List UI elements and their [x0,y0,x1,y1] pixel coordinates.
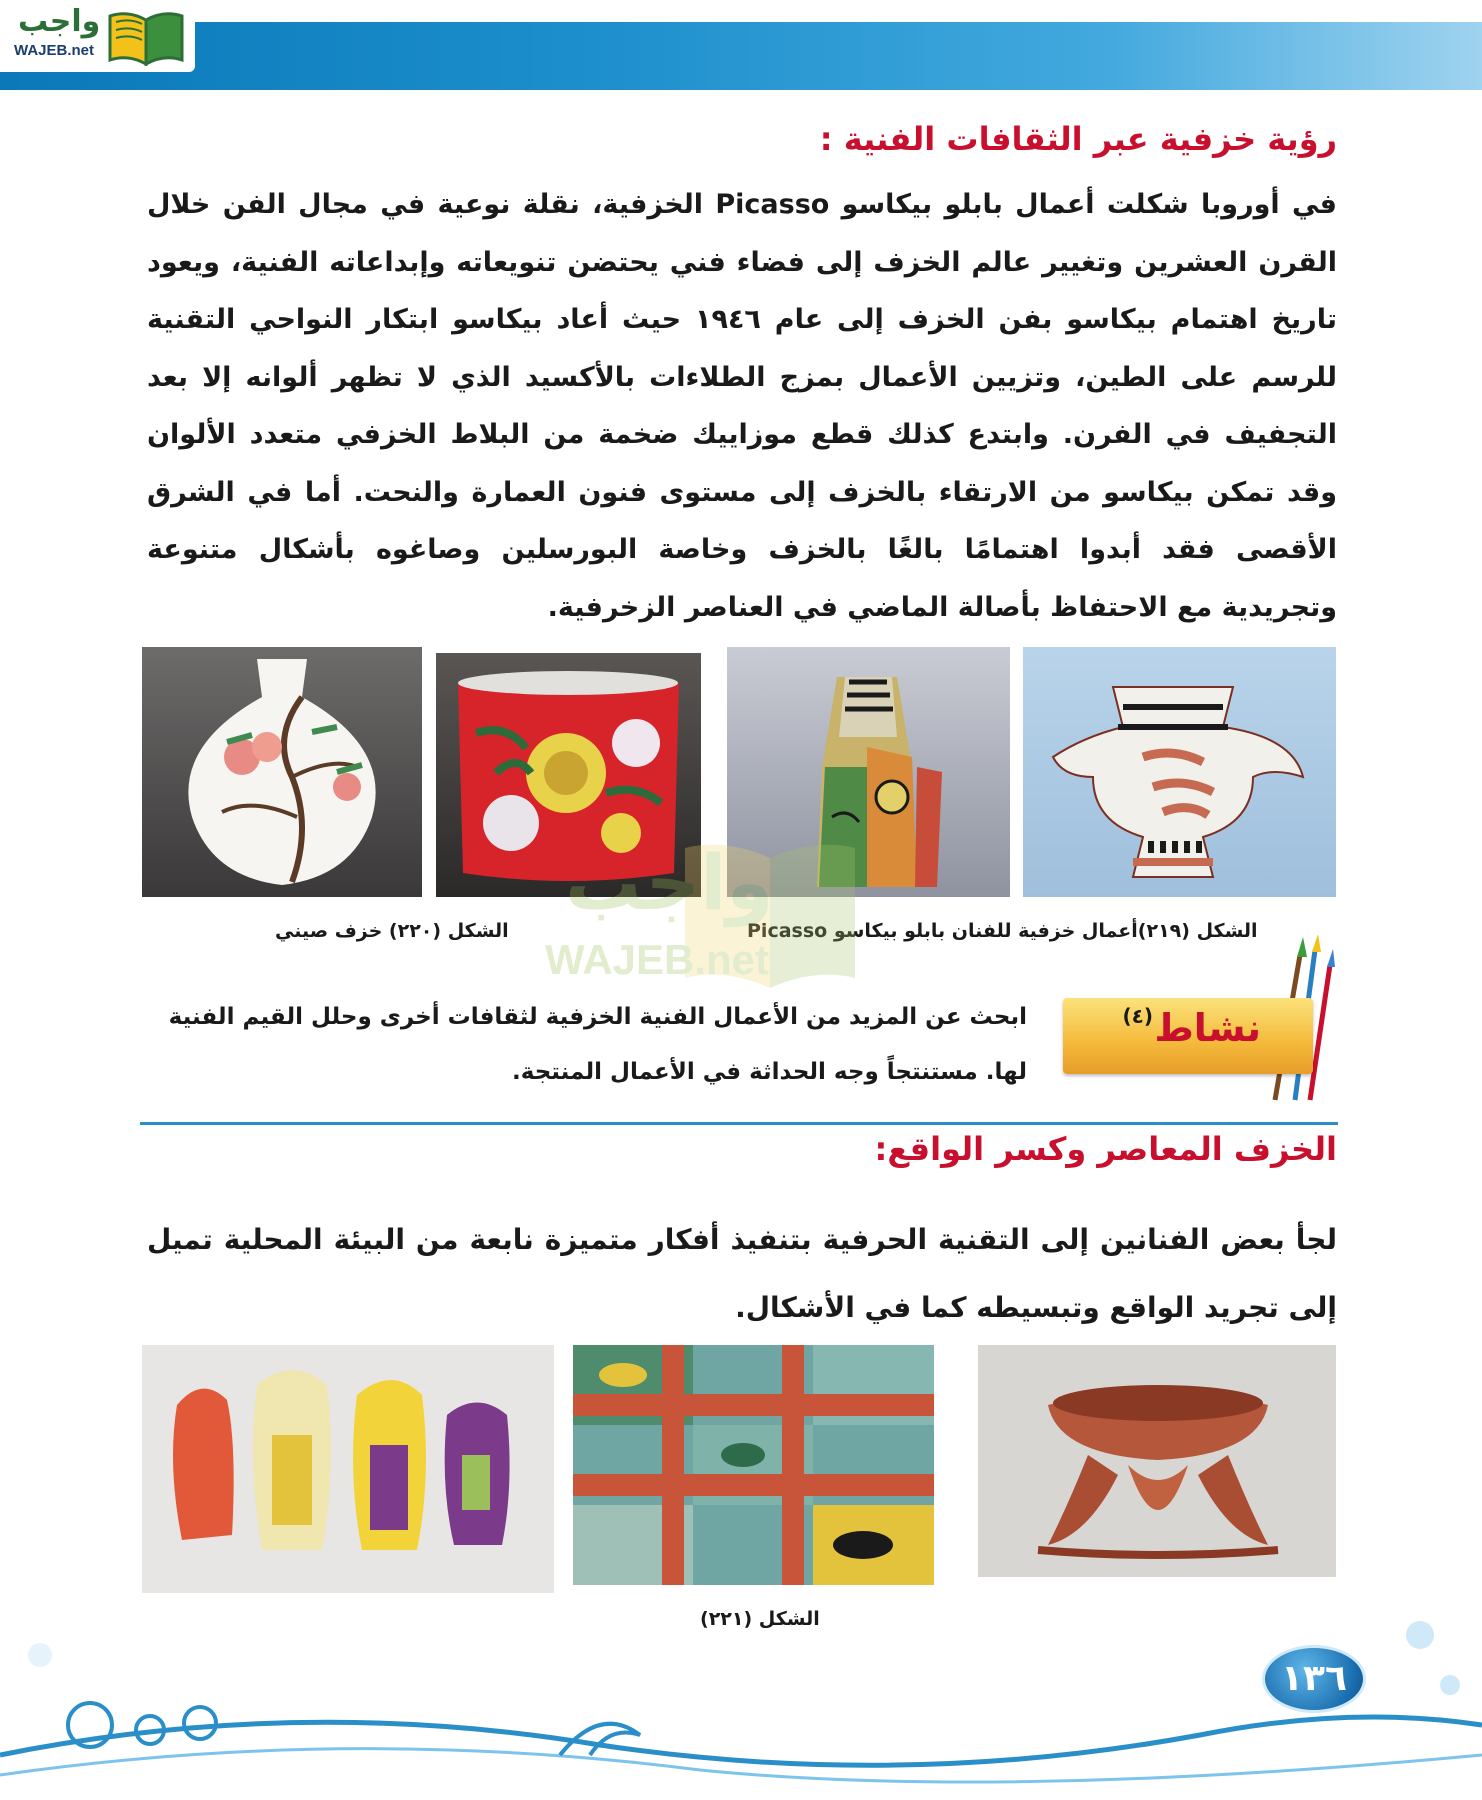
footer-swirl-decoration [0,1605,1482,1800]
logo-arabic-text: واجب [18,4,101,39]
book-icon [106,6,186,66]
section-paragraph-contemporary: لجأ بعض الفنانين إلى التقنية الحرفية بتنفيذ أفكار متميزة نابعة من البيئة المحلية تميل إلى تجريد الواقع وتبسيطه كما في الأشكال. [147,1223,1337,1324]
activity-instructions: ابحث عن المزيد من الأعمال الفنية الخزفية لثقافات أخرى وحلل القيم الفنية لها. مستنتجاً وجه الحداثة في الأعمال المنتجة. [168,1004,1027,1085]
figure-221-caption: الشكل (٢٢١) [700,1608,820,1630]
chinese-red-peony-jar-photo [436,653,701,897]
figure-220-caption: الشكل (٢٢٠) خزف صيني [275,920,509,942]
figure-219-caption: الشكل (٢١٩)أعمال خزفية للفنان بابلو بيكاسو Picasso [747,920,1258,942]
picasso-figure-vase-photo [727,647,1010,897]
activity-title: نشاط [1154,1006,1261,1050]
section-heading-contemporary-ceramics: الخزف المعاصر وكسر الواقع: [874,1130,1337,1168]
activity-number: (٤) [1122,1004,1153,1028]
terracotta-bowl-sculpture-photo [978,1345,1336,1577]
section-divider [140,1122,1338,1125]
chinese-peach-vase-photo [142,647,422,897]
section-heading-ceramic-vision: رؤية خزفية عبر الثقافات الفنية : [819,120,1337,158]
abstract-vases-photo [142,1345,554,1593]
mosaic-tiles-photo [573,1345,934,1585]
picasso-bird-vase-photo [1023,647,1336,897]
watermark-latin-text: WAJEB.net [545,936,770,983]
activity-badge [1063,998,1313,1074]
site-logo[interactable] [0,0,195,72]
header-bar [0,22,1482,90]
watermark-arabic-text: واجب [565,838,774,927]
logo-latin-text: WAJEB.net [14,42,95,59]
page-number: ١٣٦ [1262,1645,1366,1713]
section-paragraph-picasso: في أوروبا شكلت أعمال بابلو بيكاسو Picasso الخزفية، نقلة نوعية في مجال الفن خلال القرن العشرين وتغيير عالم الخزف إلى فضاء فني يحتضن تنويعاته وإبداعاته الفنية، ويعود تاريخ اهتمام بيكاسو بفن الخزف إلى عام ١٩٤٦ حيث أعاد بيكاسو ابتكار النواحي التقنية للرسم على الطين، وتزيين الأعمال بمزج الطلاءات بالأكسيد الذي لا تظهر ألوانه إلا بعد التجفيف في الفرن. وابتدع كذلك قطع موزاييك ضخمة من البلاط الخزفي متعدد الألوان وقد تمكن بيكاسو من الارتقاء بالخزف إلى مستوى فنون العمارة والنحت. أما في الشرق الأقصى فقد أبدوا اهتمامًا بالغًا بالخزف وخاصة البورسلين وصاغوه بأشكال متنوعة وتجريدية مع الاحتفاظ بأصالة الماضي في العناصر الزخرفية. [147,189,1337,623]
